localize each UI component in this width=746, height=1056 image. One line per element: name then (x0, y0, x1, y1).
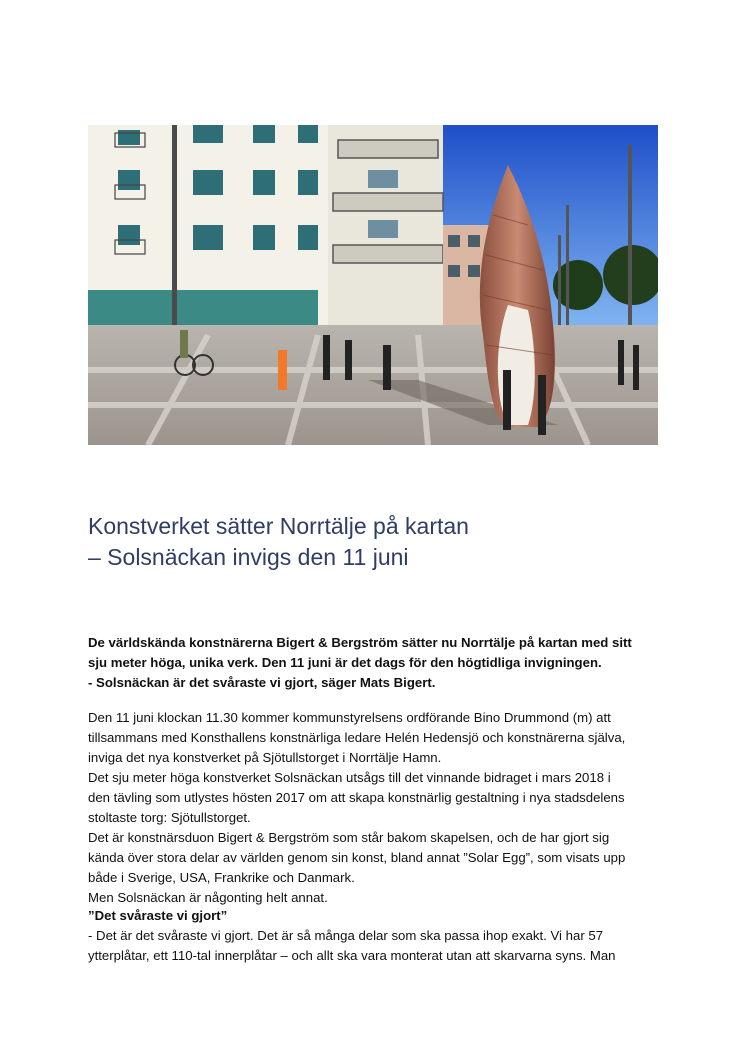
body-line: Den 11 juni klockan 11.30 kommer kommunstyrelsens ordförande Bino Drummond (m) att (88, 710, 611, 725)
quote-line: ytterplåtar, ett 110-tal innerplåtar – och allt ska vara monterat utan att skarvarna syns. Man (88, 948, 616, 963)
lead-line: sju meter höga, unika verk. Den 11 juni är det dags för den högtidliga invigningen. (88, 655, 602, 670)
section-heading: ”Det svåraste vi gjort” (88, 908, 228, 923)
body-line: Det är konstnärsduon Bigert & Bergström som står bakom skapelsen, och de har gjort sig (88, 830, 610, 845)
sculpture-rendering (88, 125, 658, 445)
body-line: Men Solsnäckan är någonting helt annat. (88, 890, 328, 905)
body-line: den tävling som utlystes hösten 2017 om att skapa konstnärlig gestaltning i nya stadsdelens (88, 790, 625, 805)
hero-image (88, 125, 658, 445)
lead-line: - Solsnäckan är det svåraste vi gjort, säger Mats Bigert. (88, 675, 436, 690)
body-paragraph (88, 708, 668, 908)
body-line: stoltaste torg: Sjötullstorget. (88, 810, 251, 825)
body-line: tillsammans med Konsthallens konstnärliga ledare Helén Hedensjö och konstnärerna själva, (88, 730, 626, 745)
lead-paragraph (88, 633, 668, 693)
body-line: inviga det nya konstverket på Sjötullstorget i Norrtälje Hamn. (88, 750, 442, 765)
body-line: Det sju meter höga konstverket Solsnäckan utsågs till det vinnande bidraget i mars 2018 i (88, 770, 611, 785)
quote-paragraph (88, 926, 668, 966)
title-line-2: – Solsnäckan invigs den 11 juni (88, 544, 409, 570)
lead-line: De världskända konstnärerna Bigert & Bergström sätter nu Norrtälje på kartan med sitt (88, 635, 632, 650)
body-line: kända över stora delar av världen genom sin konst, bland annat ”Solar Egg”, som visats upp (88, 850, 626, 865)
title-line-1: Konstverket sätter Norrtälje på kartan (88, 513, 469, 539)
body-line: både i Sverige, USA, Frankrike och Danmark. (88, 870, 355, 885)
page-title (88, 511, 688, 573)
quote-line: - Det är det svåraste vi gjort. Det är så många delar som ska passa ihop exakt. Vi har 57 (88, 928, 604, 943)
